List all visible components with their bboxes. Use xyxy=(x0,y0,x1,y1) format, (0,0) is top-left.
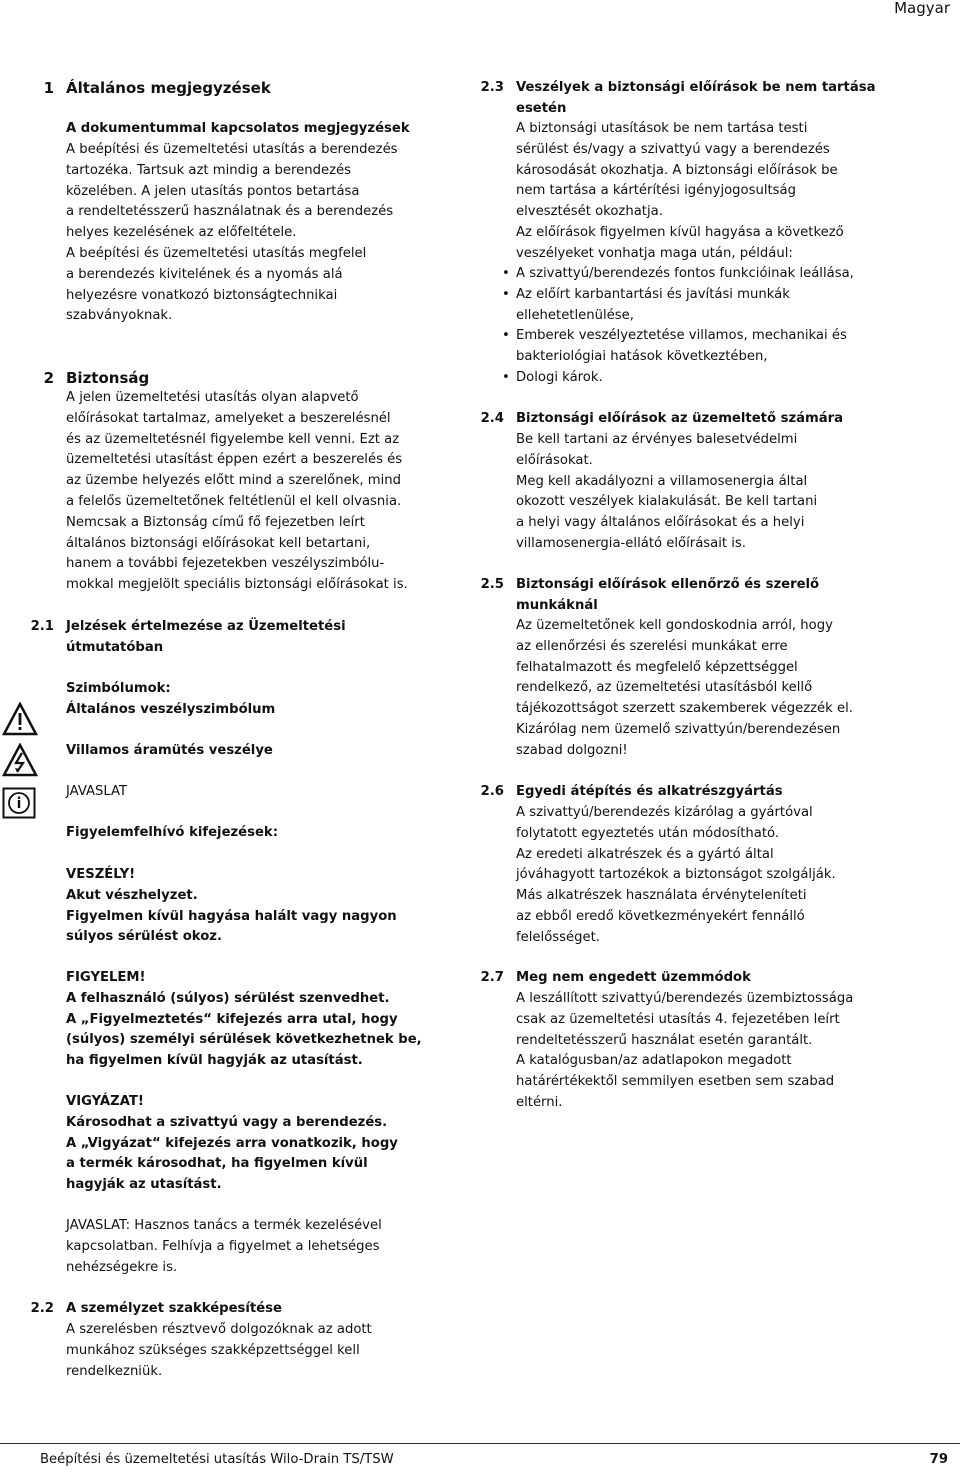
list-item: • Az előírt karbantartási és javítási munkák ellehetetlenülése, xyxy=(500,285,854,327)
section-2-1-title: Jelzések értelmezése az Üzemeltetési útmutatóban xyxy=(66,619,346,655)
note-label: JAVASLAT xyxy=(66,784,128,799)
section-2-6-body: A szivattyú/berendezés kizárólag a gyártóval folytatott egyeztetés után módosítható. Az eredeti alkatrészek és a gyártó által jóváhagyott tartozékok a biztonságot szolgálják. Más alkatrészek használata érvényteleníteti az ebből eredő következményekért fennálló felelősséget. xyxy=(516,805,836,945)
caution-block: VIGYÁZAT! Károsodhat a szivattyú vagy a berendezés. A „Vigyázat“ kifejezés arra vonatkozik, hogy a termék károsodhat, ha figyelmen kívül hagyják az utasítást. xyxy=(66,1094,398,1193)
danger-block: VESZÉLY! Akut vészhelyzet. Figyelmen kívül hagyása halált vagy nagyon súlyos sérülést okoz. xyxy=(66,867,397,945)
warning-block: FIGYELEM! A felhasználó (súlyos) sérülést szenvedhet. A „Figyelmeztetés“ kifejezés arra utal, hogy (súlyos) személyi sérülések következhetnek be, ha figyelmen kívül hagyják az utasítást. xyxy=(66,970,422,1069)
electric-shock-icon xyxy=(2,743,38,777)
section-2-5-number: 2.5 xyxy=(480,577,504,592)
section-2-3-bullets xyxy=(500,264,854,389)
footer-title: Beépítési és üzemeltetési utasítás Wilo-Drain TS/TSW xyxy=(40,1452,394,1467)
section-2-4-title: Biztonsági előírások az üzemeltető számára xyxy=(516,411,844,426)
section-2-3-number: 2.3 xyxy=(480,80,504,95)
section-2-2-body: A szerelésben résztvevő dolgozóknak az adott munkához szükséges szakképzettséggel kell rendelkezniük. xyxy=(66,1322,372,1379)
section-1-title: Általános megjegyzések xyxy=(66,79,271,97)
section-2-2-title: A személyzet szakképesítése xyxy=(66,1301,282,1316)
note-block: JAVASLAT: Hasznos tanács a termék kezelésével kapcsolatban. Felhívja a figyelmet a lehetséges nehézségekre is. xyxy=(66,1218,382,1275)
section-1-body: A beépítési és üzemeltetési utasítás a berendezés tartozéka. Tartsuk azt mindig a berendezés közelében. A jelen utasítás pontos betartása a rendeltetésszerű használatnak és a berendezés helyes kezelésének az előfeltétele. A beépítési és üzemeltetési utasítás megfelel a berendezés kivitelének és a nyomás alá helyezésre vonatkozó biztonságtechnikai szabványoknak. xyxy=(66,142,398,324)
section-2-7-number: 2.7 xyxy=(480,970,504,985)
section-2-5-body: Az üzemeltetőnek kell gondoskodnia arról, hogy az ellenőrzési és szerelési munkákat erre felhatalmazott és megfelelő képzettséggel rendelkező, az üzemeltetési utasításból kellő tájékozottságot szerzett szakemberek végezzék el. Kizárólag nem üzemelő szivattyún/berendezésen szabad dolgozni! xyxy=(516,618,853,758)
list-item: • Dologi károk. xyxy=(500,368,854,389)
section-1-number: 1 xyxy=(43,79,54,97)
section-2-2-number: 2.2 xyxy=(30,1301,54,1316)
general-danger-icon xyxy=(2,702,38,736)
section-1-subheading: A dokumentummal kapcsolatos megjegyzések xyxy=(66,121,410,136)
section-2-title: Biztonság xyxy=(66,369,150,387)
electric-danger-label: Villamos áramütés veszélye xyxy=(66,743,273,758)
language-label: Magyar xyxy=(894,0,950,17)
footer-divider xyxy=(0,1443,960,1444)
list-item: • A szivattyú/berendezés fontos funkcióinak leállása, xyxy=(500,264,854,285)
section-2-4-number: 2.4 xyxy=(480,411,504,426)
section-2-6-title: Egyedi átépítés és alkatrészgyártás xyxy=(516,784,783,799)
section-2-7-body: A leszállított szivattyú/berendezés üzembiztossága csak az üzemeltetési utasítás 4. fejezetében leírt rendeltetésszerű használat esetén garantált. A katalógusban/az adatlapokon megadott határértékektől semmilyen esetben sem szabad eltérni. xyxy=(516,991,854,1110)
section-2-1-number: 2.1 xyxy=(30,619,54,634)
section-2-7-title: Meg nem engedett üzemmódok xyxy=(516,970,751,985)
section-2-4-body: Be kell tartani az érvényes balesetvédelmi előírásokat. Meg kell akadályozni a villamosenergia által okozott veszélyek kialakulását. Be kell tartani a helyi vagy általános előírásokat és a helyi villamosenergia-ellátó előírásait is. xyxy=(516,432,818,551)
section-2-body: A jelen üzemeltetési utasítás olyan alapvető előírásokat tartalmaz, amelyeket a beszerelésnél és az üzemeltetésnél figyelembe kell venni. Ezt az üzemeltetési utasítást éppen ezért a beszerelés és az üzembe helyezés előtt mind a szerelőnek, mind a felelős üzemeltetőnek feltétlenül el kell olvasnia. Nemcsak a Biztonság című fő fejezetben leírt általános biztonsági előírásokat kell betartani, hanem a további fejezetekben veszélyszimbólu- mokkal megjelölt speciális biztonsági előírásokat is. xyxy=(66,390,408,593)
section-2-number: 2 xyxy=(43,369,54,387)
symbols-label: Szimbólumok: xyxy=(66,681,171,696)
section-2-5-title: Biztonsági előírások ellenőrző és szerelő munkáknál xyxy=(516,577,820,613)
general-danger-label: Általános veszélyszimbólum xyxy=(66,702,276,717)
section-2-3-title: Veszélyek a biztonsági előírások be nem tartása esetén xyxy=(516,80,876,116)
signal-words-label: Figyelemfelhívó kifejezések: xyxy=(66,825,278,840)
page-number: 79 xyxy=(929,1452,948,1467)
section-2-6-number: 2.6 xyxy=(480,784,504,799)
list-item: • Emberek veszélyeztetése villamos, mechanikai és bakteriológiai hatások következtében, xyxy=(500,326,854,368)
section-2-3-body: A biztonsági utasítások be nem tartása testi sérülést és/vagy a szivattyú vagy a berendezés károsodását okozhatja. A biztonsági előírások be nem tartása a kártérítési igényjogosultság elvesztését okozhatja. Az előírások figyelmen kívül hagyása a következő veszélyeket vonhatja maga után, például: xyxy=(516,121,844,261)
info-icon xyxy=(2,787,36,819)
